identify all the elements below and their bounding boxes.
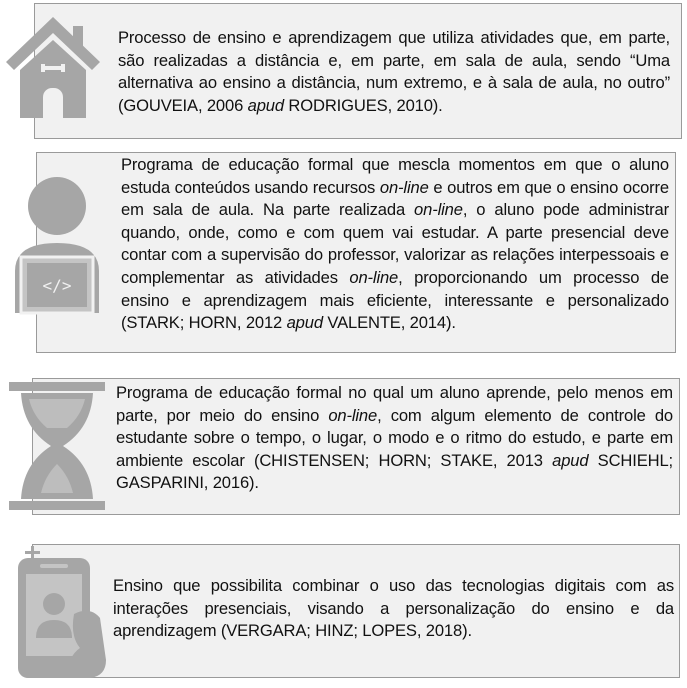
house-icon — [3, 12, 103, 122]
text-segment: VALENTE, 2014). — [322, 313, 456, 333]
definition-text-1 — [118, 27, 670, 117]
text-segment: e outros em que o ensino ocorre em sala de aula. Na parte realizada — [121, 177, 669, 220]
italic-term: apud — [247, 95, 284, 115]
italic-term: on-line — [349, 267, 399, 287]
italic-term: on-line — [414, 200, 463, 220]
text-segment: RODRIGUES, 2010). — [283, 95, 443, 115]
definition-text-2 — [121, 154, 669, 335]
definition-text-3 — [116, 382, 673, 495]
text-segment: Processo de ensino e aprendizagem que utiliza atividades que, em parte, são realizadas a distância e, em parte, em sala de aula, sendo “Uma alternativa ao ensino a distância, num extremo, e à sala de aula, no outro” (GOUVEIA, 2006 — [118, 28, 670, 115]
italic-term: apud — [286, 313, 323, 333]
text-segment: , proporcionando um processo de ensino e aprendizagem mais eficiente, interessante e personalizado (STARK; HORN, 2012 — [121, 267, 669, 333]
text-segment: Programa de educação formal no qual um aluno aprende, pelo menos em parte, por meio do ensino — [116, 383, 673, 425]
italic-term: apud — [552, 450, 589, 470]
text-segment: , com algum elemento de controle do estudante sobre o tempo, o lugar, o modo e o ritmo do estudo, e parte em ambiente escolar (CHISTENSEN; HORN; STAKE, 2013 — [116, 405, 673, 470]
text-segment: , o aluno pode administrar quando, onde, como e com quem vai estudar. A parte presencial deve contar com a supervisão do professor, valorizar as relações interpessoais e complementar as atividades — [121, 200, 669, 287]
text-segment: Ensino que possibilita combinar o uso das tecnologias digitais com as interações presenciais, visando a personalização do ensino e da aprendizagem (VERGARA; HINZ; LOPES, 2018). — [113, 576, 674, 641]
hand-holding-phone-video-call-icon — [10, 544, 110, 678]
hourglass-icon — [7, 380, 107, 512]
svg-text:</>: </> — [42, 276, 72, 295]
italic-term: on-line — [379, 177, 429, 197]
definition-text-4 — [113, 575, 674, 643]
text-segment: Programa de educação formal que mescla momentos em que o aluno estuda conteúdos usando recursos — [121, 155, 669, 197]
person-with-laptop-code-icon — [7, 173, 107, 318]
italic-term: on-line — [328, 405, 378, 425]
text-segment: SCHIEHL; GASPARINI, 2016). — [116, 450, 674, 493]
